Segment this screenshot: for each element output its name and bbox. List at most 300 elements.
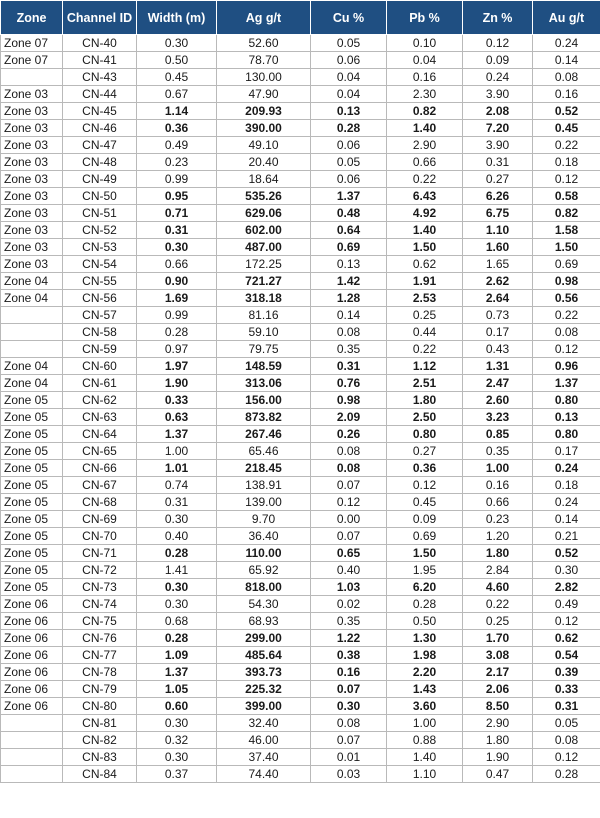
table-header bbox=[1, 1, 600, 35]
width-cell: 0.68 bbox=[137, 613, 217, 630]
channel-id-cell: CN-55 bbox=[63, 273, 137, 290]
channel-id-cell: CN-72 bbox=[63, 562, 137, 579]
zn-cell: 1.80 bbox=[463, 545, 533, 562]
ag-cell: 390.00 bbox=[217, 120, 311, 137]
channel-id-cell: CN-43 bbox=[63, 69, 137, 86]
ag-cell: 74.40 bbox=[217, 766, 311, 783]
channel-id-cell: CN-60 bbox=[63, 358, 137, 375]
channel-id-cell: CN-47 bbox=[63, 137, 137, 154]
zn-cell: 0.66 bbox=[463, 494, 533, 511]
channel-id-cell: CN-41 bbox=[63, 52, 137, 69]
cu-cell: 0.07 bbox=[311, 528, 387, 545]
au-cell: 0.22 bbox=[533, 137, 600, 154]
cu-cell: 0.06 bbox=[311, 52, 387, 69]
header-au: Au g/t bbox=[533, 1, 600, 35]
cu-cell: 0.14 bbox=[311, 307, 387, 324]
zone-cell: Zone 06 bbox=[1, 681, 63, 698]
au-cell: 0.69 bbox=[533, 256, 600, 273]
ag-cell: 399.00 bbox=[217, 698, 311, 715]
au-cell: 0.08 bbox=[533, 732, 600, 749]
channel-id-cell: CN-58 bbox=[63, 324, 137, 341]
au-cell: 0.62 bbox=[533, 630, 600, 647]
zone-cell: Zone 06 bbox=[1, 664, 63, 681]
channel-id-cell: CN-73 bbox=[63, 579, 137, 596]
zn-cell: 1.00 bbox=[463, 460, 533, 477]
ag-cell: 156.00 bbox=[217, 392, 311, 409]
channel-id-cell: CN-59 bbox=[63, 341, 137, 358]
au-cell: 0.18 bbox=[533, 154, 600, 171]
channel-id-cell: CN-57 bbox=[63, 307, 137, 324]
zn-cell: 2.84 bbox=[463, 562, 533, 579]
au-cell: 0.24 bbox=[533, 35, 600, 52]
au-cell: 0.17 bbox=[533, 443, 600, 460]
au-cell: 1.50 bbox=[533, 239, 600, 256]
cu-cell: 0.05 bbox=[311, 154, 387, 171]
cu-cell: 0.08 bbox=[311, 460, 387, 477]
table-row bbox=[1, 460, 600, 477]
ag-cell: 68.93 bbox=[217, 613, 311, 630]
zone-cell: Zone 03 bbox=[1, 188, 63, 205]
au-cell: 0.82 bbox=[533, 205, 600, 222]
zn-cell: 1.70 bbox=[463, 630, 533, 647]
pb-cell: 1.30 bbox=[387, 630, 463, 647]
ag-cell: 485.64 bbox=[217, 647, 311, 664]
cu-cell: 0.06 bbox=[311, 137, 387, 154]
zone-cell: Zone 06 bbox=[1, 698, 63, 715]
pb-cell: 0.36 bbox=[387, 460, 463, 477]
cu-cell: 0.98 bbox=[311, 392, 387, 409]
zn-cell: 2.60 bbox=[463, 392, 533, 409]
pb-cell: 1.12 bbox=[387, 358, 463, 375]
pb-cell: 0.22 bbox=[387, 341, 463, 358]
zone-cell: Zone 05 bbox=[1, 528, 63, 545]
table-body bbox=[1, 35, 600, 783]
table-row bbox=[1, 562, 600, 579]
width-cell: 0.95 bbox=[137, 188, 217, 205]
pb-cell: 1.98 bbox=[387, 647, 463, 664]
width-cell: 0.31 bbox=[137, 494, 217, 511]
width-cell: 0.60 bbox=[137, 698, 217, 715]
zn-cell: 8.50 bbox=[463, 698, 533, 715]
cu-cell: 1.22 bbox=[311, 630, 387, 647]
width-cell: 0.45 bbox=[137, 69, 217, 86]
channel-id-cell: CN-53 bbox=[63, 239, 137, 256]
channel-id-cell: CN-68 bbox=[63, 494, 137, 511]
cu-cell: 0.07 bbox=[311, 681, 387, 698]
header-row bbox=[1, 1, 600, 35]
ag-cell: 65.46 bbox=[217, 443, 311, 460]
zone-cell: Zone 03 bbox=[1, 256, 63, 273]
table-row bbox=[1, 664, 600, 681]
width-cell: 1.14 bbox=[137, 103, 217, 120]
cu-cell: 0.07 bbox=[311, 477, 387, 494]
cu-cell: 0.13 bbox=[311, 103, 387, 120]
table-row bbox=[1, 477, 600, 494]
cu-cell: 1.28 bbox=[311, 290, 387, 307]
ag-cell: 218.45 bbox=[217, 460, 311, 477]
zn-cell: 0.25 bbox=[463, 613, 533, 630]
zn-cell: 1.20 bbox=[463, 528, 533, 545]
table-row bbox=[1, 171, 600, 188]
pb-cell: 0.22 bbox=[387, 171, 463, 188]
au-cell: 0.24 bbox=[533, 494, 600, 511]
header-cu: Cu % bbox=[311, 1, 387, 35]
zn-cell: 0.12 bbox=[463, 35, 533, 52]
zn-cell: 1.60 bbox=[463, 239, 533, 256]
channel-id-cell: CN-63 bbox=[63, 409, 137, 426]
cu-cell: 2.09 bbox=[311, 409, 387, 426]
pb-cell: 0.80 bbox=[387, 426, 463, 443]
table-row bbox=[1, 392, 600, 409]
zn-cell: 0.17 bbox=[463, 324, 533, 341]
au-cell: 0.16 bbox=[533, 86, 600, 103]
pb-cell: 2.30 bbox=[387, 86, 463, 103]
ag-cell: 18.64 bbox=[217, 171, 311, 188]
channel-id-cell: CN-80 bbox=[63, 698, 137, 715]
channel-id-cell: CN-61 bbox=[63, 375, 137, 392]
zone-cell bbox=[1, 69, 63, 86]
zone-cell: Zone 04 bbox=[1, 290, 63, 307]
cu-cell: 1.37 bbox=[311, 188, 387, 205]
table-row bbox=[1, 630, 600, 647]
ag-cell: 49.10 bbox=[217, 137, 311, 154]
ag-cell: 78.70 bbox=[217, 52, 311, 69]
au-cell: 1.37 bbox=[533, 375, 600, 392]
channel-id-cell: CN-71 bbox=[63, 545, 137, 562]
pb-cell: 0.69 bbox=[387, 528, 463, 545]
ag-cell: 818.00 bbox=[217, 579, 311, 596]
pb-cell: 2.53 bbox=[387, 290, 463, 307]
au-cell: 0.31 bbox=[533, 698, 600, 715]
cu-cell: 0.65 bbox=[311, 545, 387, 562]
channel-id-cell: CN-69 bbox=[63, 511, 137, 528]
pb-cell: 1.43 bbox=[387, 681, 463, 698]
table-row bbox=[1, 239, 600, 256]
table-row bbox=[1, 290, 600, 307]
zn-cell: 2.62 bbox=[463, 273, 533, 290]
zone-cell: Zone 06 bbox=[1, 613, 63, 630]
ag-cell: 110.00 bbox=[217, 545, 311, 562]
width-cell: 0.31 bbox=[137, 222, 217, 239]
channel-id-cell: CN-66 bbox=[63, 460, 137, 477]
pb-cell: 2.90 bbox=[387, 137, 463, 154]
pb-cell: 0.04 bbox=[387, 52, 463, 69]
zn-cell: 6.26 bbox=[463, 188, 533, 205]
pb-cell: 0.09 bbox=[387, 511, 463, 528]
table-row bbox=[1, 137, 600, 154]
pb-cell: 1.50 bbox=[387, 239, 463, 256]
pb-cell: 4.92 bbox=[387, 205, 463, 222]
pb-cell: 1.50 bbox=[387, 545, 463, 562]
table-row bbox=[1, 375, 600, 392]
channel-id-cell: CN-70 bbox=[63, 528, 137, 545]
zone-cell: Zone 03 bbox=[1, 137, 63, 154]
zone-cell: Zone 05 bbox=[1, 562, 63, 579]
pb-cell: 0.12 bbox=[387, 477, 463, 494]
zn-cell: 1.90 bbox=[463, 749, 533, 766]
au-cell: 0.12 bbox=[533, 613, 600, 630]
pb-cell: 6.43 bbox=[387, 188, 463, 205]
cu-cell: 0.76 bbox=[311, 375, 387, 392]
ag-cell: 629.06 bbox=[217, 205, 311, 222]
table-row bbox=[1, 596, 600, 613]
zn-cell: 2.06 bbox=[463, 681, 533, 698]
zone-cell: Zone 05 bbox=[1, 545, 63, 562]
zone-cell bbox=[1, 715, 63, 732]
cu-cell: 0.12 bbox=[311, 494, 387, 511]
pb-cell: 1.80 bbox=[387, 392, 463, 409]
pb-cell: 1.95 bbox=[387, 562, 463, 579]
au-cell: 0.08 bbox=[533, 69, 600, 86]
au-cell: 0.18 bbox=[533, 477, 600, 494]
cu-cell: 1.42 bbox=[311, 273, 387, 290]
table-row bbox=[1, 120, 600, 137]
table-row bbox=[1, 324, 600, 341]
zn-cell: 0.85 bbox=[463, 426, 533, 443]
table-row bbox=[1, 579, 600, 596]
cu-cell: 0.13 bbox=[311, 256, 387, 273]
zn-cell: 0.27 bbox=[463, 171, 533, 188]
table-row bbox=[1, 766, 600, 783]
table-row bbox=[1, 307, 600, 324]
channel-id-cell: CN-78 bbox=[63, 664, 137, 681]
ag-cell: 535.26 bbox=[217, 188, 311, 205]
ag-cell: 52.60 bbox=[217, 35, 311, 52]
cu-cell: 0.35 bbox=[311, 613, 387, 630]
pb-cell: 0.28 bbox=[387, 596, 463, 613]
au-cell: 0.14 bbox=[533, 52, 600, 69]
table-row bbox=[1, 613, 600, 630]
ag-cell: 313.06 bbox=[217, 375, 311, 392]
zn-cell: 3.08 bbox=[463, 647, 533, 664]
cu-cell: 0.04 bbox=[311, 86, 387, 103]
zone-cell bbox=[1, 307, 63, 324]
channel-id-cell: CN-56 bbox=[63, 290, 137, 307]
cu-cell: 0.00 bbox=[311, 511, 387, 528]
au-cell: 0.80 bbox=[533, 426, 600, 443]
ag-cell: 299.00 bbox=[217, 630, 311, 647]
pb-cell: 0.62 bbox=[387, 256, 463, 273]
ag-cell: 47.90 bbox=[217, 86, 311, 103]
width-cell: 0.30 bbox=[137, 35, 217, 52]
zone-cell: Zone 04 bbox=[1, 358, 63, 375]
channel-id-cell: CN-83 bbox=[63, 749, 137, 766]
zn-cell: 3.90 bbox=[463, 137, 533, 154]
table-row bbox=[1, 443, 600, 460]
header-ag: Ag g/t bbox=[217, 1, 311, 35]
cu-cell: 0.64 bbox=[311, 222, 387, 239]
au-cell: 0.56 bbox=[533, 290, 600, 307]
cu-cell: 0.38 bbox=[311, 647, 387, 664]
table-row bbox=[1, 341, 600, 358]
channel-id-cell: CN-62 bbox=[63, 392, 137, 409]
cu-cell: 0.26 bbox=[311, 426, 387, 443]
width-cell: 1.69 bbox=[137, 290, 217, 307]
zn-cell: 3.90 bbox=[463, 86, 533, 103]
width-cell: 0.49 bbox=[137, 137, 217, 154]
zone-cell: Zone 06 bbox=[1, 647, 63, 664]
zone-cell: Zone 04 bbox=[1, 375, 63, 392]
au-cell: 0.08 bbox=[533, 324, 600, 341]
width-cell: 1.01 bbox=[137, 460, 217, 477]
width-cell: 1.05 bbox=[137, 681, 217, 698]
zn-cell: 6.75 bbox=[463, 205, 533, 222]
table-row bbox=[1, 732, 600, 749]
pb-cell: 0.44 bbox=[387, 324, 463, 341]
au-cell: 0.28 bbox=[533, 766, 600, 783]
header-pb: Pb % bbox=[387, 1, 463, 35]
pb-cell: 1.10 bbox=[387, 766, 463, 783]
zone-cell bbox=[1, 341, 63, 358]
cu-cell: 0.69 bbox=[311, 239, 387, 256]
channel-id-cell: CN-74 bbox=[63, 596, 137, 613]
zone-cell: Zone 05 bbox=[1, 494, 63, 511]
width-cell: 1.97 bbox=[137, 358, 217, 375]
channel-id-cell: CN-65 bbox=[63, 443, 137, 460]
width-cell: 0.36 bbox=[137, 120, 217, 137]
table-row bbox=[1, 528, 600, 545]
table-row bbox=[1, 103, 600, 120]
channel-id-cell: CN-81 bbox=[63, 715, 137, 732]
cu-cell: 0.08 bbox=[311, 443, 387, 460]
ag-cell: 54.30 bbox=[217, 596, 311, 613]
channel-id-cell: CN-45 bbox=[63, 103, 137, 120]
zn-cell: 3.23 bbox=[463, 409, 533, 426]
pb-cell: 6.20 bbox=[387, 579, 463, 596]
table-row bbox=[1, 273, 600, 290]
ag-cell: 487.00 bbox=[217, 239, 311, 256]
zone-cell: Zone 03 bbox=[1, 171, 63, 188]
zone-cell: Zone 03 bbox=[1, 86, 63, 103]
au-cell: 0.12 bbox=[533, 341, 600, 358]
zn-cell: 2.64 bbox=[463, 290, 533, 307]
zn-cell: 0.22 bbox=[463, 596, 533, 613]
zn-cell: 0.24 bbox=[463, 69, 533, 86]
pb-cell: 0.82 bbox=[387, 103, 463, 120]
au-cell: 0.45 bbox=[533, 120, 600, 137]
pb-cell: 0.66 bbox=[387, 154, 463, 171]
channel-id-cell: CN-50 bbox=[63, 188, 137, 205]
width-cell: 0.28 bbox=[137, 324, 217, 341]
channel-id-cell: CN-44 bbox=[63, 86, 137, 103]
width-cell: 0.33 bbox=[137, 392, 217, 409]
zn-cell: 1.80 bbox=[463, 732, 533, 749]
cu-cell: 0.08 bbox=[311, 715, 387, 732]
pb-cell: 0.27 bbox=[387, 443, 463, 460]
zone-cell bbox=[1, 732, 63, 749]
zone-cell bbox=[1, 766, 63, 783]
ag-cell: 139.00 bbox=[217, 494, 311, 511]
cu-cell: 1.03 bbox=[311, 579, 387, 596]
channel-id-cell: CN-49 bbox=[63, 171, 137, 188]
width-cell: 0.71 bbox=[137, 205, 217, 222]
pb-cell: 2.51 bbox=[387, 375, 463, 392]
width-cell: 0.67 bbox=[137, 86, 217, 103]
ag-cell: 225.32 bbox=[217, 681, 311, 698]
zone-cell: Zone 04 bbox=[1, 273, 63, 290]
table-row bbox=[1, 154, 600, 171]
zn-cell: 0.47 bbox=[463, 766, 533, 783]
au-cell: 0.33 bbox=[533, 681, 600, 698]
channel-id-cell: CN-51 bbox=[63, 205, 137, 222]
table-row bbox=[1, 426, 600, 443]
zn-cell: 0.43 bbox=[463, 341, 533, 358]
width-cell: 0.28 bbox=[137, 545, 217, 562]
table-row bbox=[1, 715, 600, 732]
cu-cell: 0.28 bbox=[311, 120, 387, 137]
ag-cell: 721.27 bbox=[217, 273, 311, 290]
width-cell: 0.30 bbox=[137, 715, 217, 732]
width-cell: 0.50 bbox=[137, 52, 217, 69]
cu-cell: 0.06 bbox=[311, 171, 387, 188]
ag-cell: 46.00 bbox=[217, 732, 311, 749]
cu-cell: 0.03 bbox=[311, 766, 387, 783]
width-cell: 1.37 bbox=[137, 664, 217, 681]
cu-cell: 0.31 bbox=[311, 358, 387, 375]
header-zone: Zone bbox=[1, 1, 63, 35]
zn-cell: 0.16 bbox=[463, 477, 533, 494]
table-row bbox=[1, 749, 600, 766]
channel-id-cell: CN-48 bbox=[63, 154, 137, 171]
au-cell: 0.22 bbox=[533, 307, 600, 324]
table-row bbox=[1, 647, 600, 664]
au-cell: 0.13 bbox=[533, 409, 600, 426]
zone-cell: Zone 07 bbox=[1, 52, 63, 69]
zone-cell: Zone 03 bbox=[1, 154, 63, 171]
pb-cell: 0.25 bbox=[387, 307, 463, 324]
width-cell: 0.30 bbox=[137, 511, 217, 528]
au-cell: 0.39 bbox=[533, 664, 600, 681]
zone-cell: Zone 03 bbox=[1, 205, 63, 222]
zone-cell: Zone 05 bbox=[1, 511, 63, 528]
ag-cell: 65.92 bbox=[217, 562, 311, 579]
table-row bbox=[1, 511, 600, 528]
table-row bbox=[1, 681, 600, 698]
zn-cell: 1.65 bbox=[463, 256, 533, 273]
channel-id-cell: CN-82 bbox=[63, 732, 137, 749]
zone-cell bbox=[1, 324, 63, 341]
width-cell: 0.90 bbox=[137, 273, 217, 290]
au-cell: 0.58 bbox=[533, 188, 600, 205]
cu-cell: 0.40 bbox=[311, 562, 387, 579]
zn-cell: 2.17 bbox=[463, 664, 533, 681]
zn-cell: 0.09 bbox=[463, 52, 533, 69]
pb-cell: 1.40 bbox=[387, 120, 463, 137]
zone-cell: Zone 05 bbox=[1, 477, 63, 494]
ag-cell: 59.10 bbox=[217, 324, 311, 341]
au-cell: 0.52 bbox=[533, 103, 600, 120]
width-cell: 0.99 bbox=[137, 307, 217, 324]
header-zn: Zn % bbox=[463, 1, 533, 35]
cu-cell: 0.07 bbox=[311, 732, 387, 749]
zn-cell: 7.20 bbox=[463, 120, 533, 137]
ag-cell: 873.82 bbox=[217, 409, 311, 426]
pb-cell: 1.40 bbox=[387, 222, 463, 239]
channel-id-cell: CN-40 bbox=[63, 35, 137, 52]
channel-id-cell: CN-77 bbox=[63, 647, 137, 664]
channel-id-cell: CN-52 bbox=[63, 222, 137, 239]
zone-cell: Zone 05 bbox=[1, 460, 63, 477]
cu-cell: 0.30 bbox=[311, 698, 387, 715]
width-cell: 0.30 bbox=[137, 749, 217, 766]
header-channel-id: Channel ID bbox=[63, 1, 137, 35]
width-cell: 1.41 bbox=[137, 562, 217, 579]
zn-cell: 4.60 bbox=[463, 579, 533, 596]
ag-cell: 79.75 bbox=[217, 341, 311, 358]
zone-cell: Zone 06 bbox=[1, 596, 63, 613]
width-cell: 0.40 bbox=[137, 528, 217, 545]
zone-cell: Zone 05 bbox=[1, 443, 63, 460]
